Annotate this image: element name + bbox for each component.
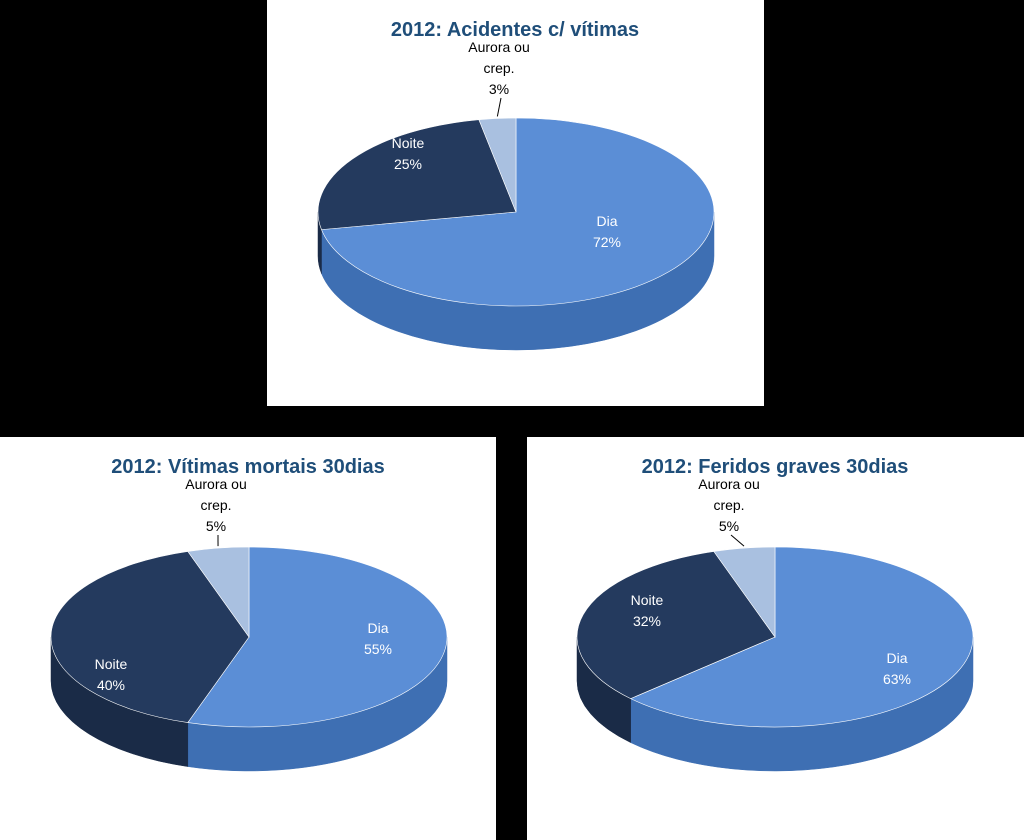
pie-chart-vitimas-mortais [0, 437, 496, 840]
chart-panel-vitimas-mortais [0, 437, 496, 840]
pie-chart-feridos-graves [527, 437, 1024, 840]
chart-title: 2012: Feridos graves 30dias [641, 456, 909, 478]
data-label-line: crep. [713, 497, 745, 513]
data-label-line: crep. [200, 497, 232, 513]
leader-line-aurora [497, 98, 501, 116]
data-label-line: 5% [205, 518, 227, 534]
data-label-line: Noite [391, 135, 425, 151]
data-label-line: 3% [488, 81, 510, 97]
chart-panel-acidentes [267, 0, 764, 406]
data-label-line: 25% [393, 156, 423, 172]
data-label-line: Aurora ou [468, 39, 530, 55]
data-label-line: 55% [363, 641, 393, 657]
data-label-line: 32% [632, 613, 662, 629]
data-label-line: 72% [592, 234, 622, 250]
data-label-aurora [468, 39, 529, 97]
data-label-line: 40% [96, 677, 126, 693]
data-label-aurora [698, 476, 759, 534]
data-label-line: Aurora ou [698, 476, 760, 492]
data-label-line: Noite [630, 592, 664, 608]
data-label-line: crep. [483, 60, 515, 76]
data-label-line: 5% [718, 518, 740, 534]
leader-line-aurora [731, 535, 744, 546]
data-label-line: Dia [367, 620, 389, 636]
data-label-line: 63% [882, 671, 912, 687]
data-label-line: Aurora ou [185, 476, 247, 492]
data-label-line: Dia [886, 650, 908, 666]
data-label-aurora [185, 476, 246, 534]
data-label-line: Dia [596, 213, 618, 229]
chart-panel-feridos-graves [527, 437, 1024, 840]
chart-title: 2012: Vítimas mortais 30dias [111, 456, 385, 478]
chart-title: 2012: Acidentes c/ vítimas [390, 19, 640, 41]
data-label-line: Noite [94, 656, 128, 672]
pie-chart-acidentes [267, 0, 764, 406]
